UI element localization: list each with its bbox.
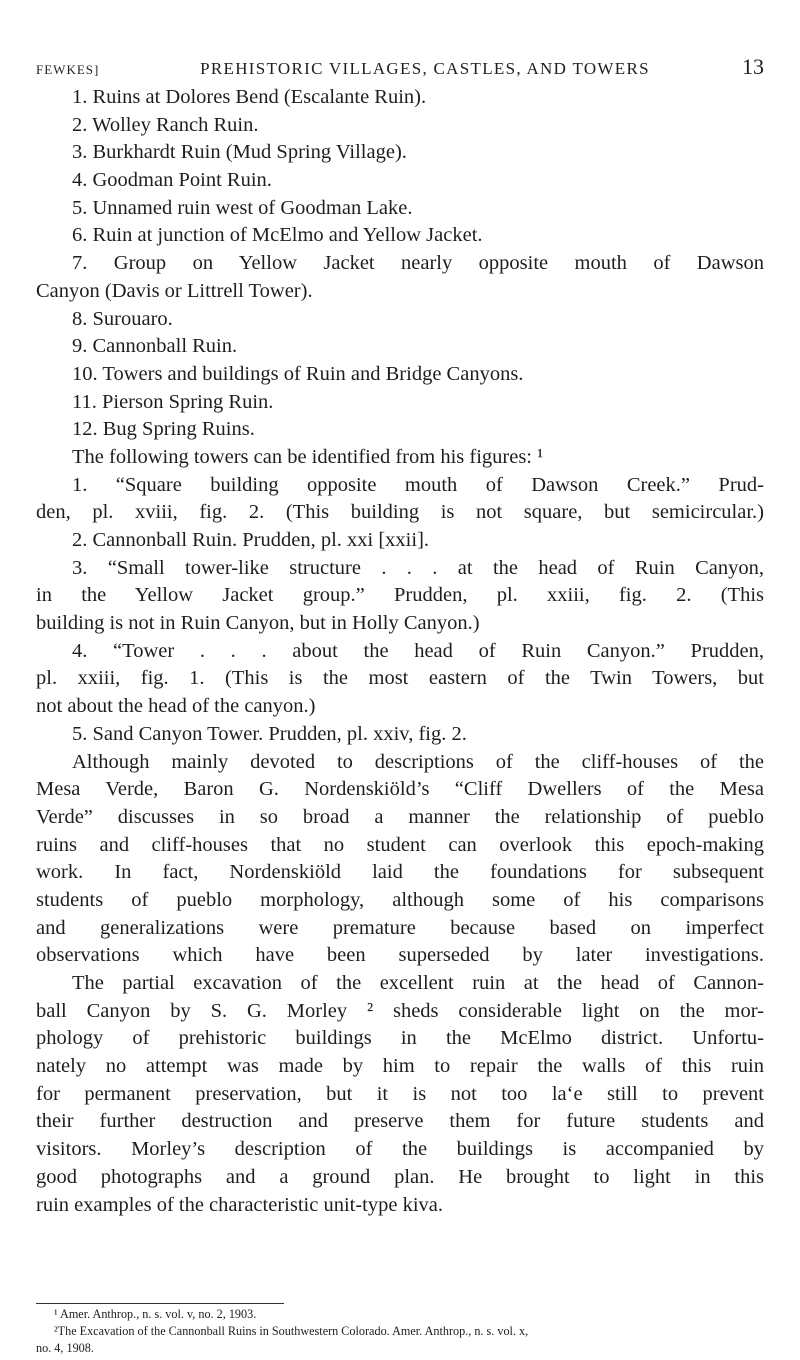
footnote: no. 4, 1908. (36, 1341, 94, 1355)
text-line: 11. Pierson Spring Ruin. (72, 390, 274, 413)
header-title: PREHISTORIC VILLAGES, CASTLES, AND TOWERS (200, 59, 650, 78)
text-line: nately no attempt was made by him to repair the walls of this ruin (36, 1055, 764, 1078)
text-line: Mesa Verde, Baron G. Nordenskiöld’s “Cliff Dwellers of the Mesa (36, 778, 764, 801)
text-line: 2. Wolley Ranch Ruin. (72, 113, 259, 136)
text-line: good photographs and a ground plan. He brought to light in this (36, 1165, 764, 1188)
text-line: den, pl. xviii, fig. 2. (This building is not square, but semicircular.) (36, 501, 764, 524)
running-header (36, 54, 764, 84)
text-line: their further destruction and preserve them for future students and (36, 1110, 764, 1133)
text-line: 1. “Square building opposite mouth of Dawson Creek.” Prud- (72, 473, 764, 496)
text-line: 10. Towers and buildings of Ruin and Bridge Canyons. (72, 362, 524, 385)
text-line: 4. “Tower . . . about the head of Ruin Canyon.” Prudden, (72, 639, 764, 662)
text-line: The partial excavation of the excellent ruin at the head of Cannon- (72, 972, 764, 994)
text-line: 1. Ruins at Dolores Bend (Escalante Ruin). (72, 86, 427, 108)
text-line: work. In fact, Nordenskiöld laid the foundations for subsequent (36, 861, 764, 884)
footnote: ¹ Amer. Anthrop., n. s. vol. v, no. 2, 1903. (54, 1307, 257, 1321)
text-line: Verde” discusses in so broad a manner the relationship of pueblo (36, 805, 764, 828)
footnote-divider (36, 1303, 284, 1304)
text-line: The following towers can be identified from his figures: ¹ (72, 445, 544, 468)
text-line: students of pueblo morphology, although some of his comparisons (36, 888, 764, 911)
text-line: Although mainly devoted to descriptions of the cliff-houses of the (72, 750, 764, 773)
text-line: visitors. Morley’s description of the buildings is accompanied by (36, 1138, 764, 1161)
text-line: 5. Sand Canyon Tower. Prudden, pl. xxiv, fig. 2. (72, 722, 467, 745)
text-line: 4. Goodman Point Ruin. (72, 169, 272, 192)
footnote: ²The Excavation of the Cannonball Ruins in Southwestern Colorado. Amer. Anthrop., n. s. vol. x, (54, 1324, 529, 1338)
footnotes (36, 1306, 764, 1357)
text-line: ball Canyon by S. G. Morley ² sheds considerable light on the mor- (36, 999, 764, 1022)
text-line: and generalizations were premature because based on imperfect (36, 916, 764, 939)
text-line: in the Yellow Jacket group.” Prudden, pl. xxiii, fig. 2. (This (36, 584, 764, 607)
text-line: 12. Bug Spring Ruins. (72, 418, 255, 441)
text-line: not about the head of the canyon.) (36, 695, 316, 718)
text-line: ruins and cliff-houses that no student can overlook this epoch-making (36, 833, 764, 856)
text-line: pl. xxiii, fig. 1. (This is the most eastern of the Twin Towers, but (36, 667, 764, 690)
text-line: phology of prehistoric buildings in the McElmo district. Unfortu- (36, 1027, 764, 1050)
body-text (36, 84, 764, 1219)
text-line: 3. “Small tower-like structure . . . at the head of Ruin Canyon, (72, 556, 764, 579)
text-line: 8. Surouaro. (72, 307, 173, 330)
text-line: ruin examples of the characteristic unit-type kiva. (36, 1193, 443, 1216)
text-line: 5. Unnamed ruin west of Goodman Lake. (72, 196, 413, 219)
text-line: 6. Ruin at junction of McElmo and Yellow Jacket. (72, 224, 483, 247)
text-line: 3. Burkhardt Ruin (Mud Spring Village). (72, 141, 407, 164)
text-line: Canyon (Davis or Littrell Tower). (36, 279, 313, 302)
text-line: for permanent preservation, but it is not too la‘e still to prevent (36, 1082, 764, 1105)
header-author: FEWKES] (36, 62, 100, 77)
page-number: 13 (742, 54, 764, 79)
text-line: 7. Group on Yellow Jacket nearly opposite mouth of Dawson (72, 252, 764, 275)
text-line: observations which have been superseded by later investigations. (36, 944, 764, 967)
text-line: building is not in Ruin Canyon, but in Holly Canyon.) (36, 612, 480, 635)
text-line: 9. Cannonball Ruin. (72, 335, 238, 358)
text-line: 2. Cannonball Ruin. Prudden, pl. xxi [xxii]. (72, 529, 430, 551)
